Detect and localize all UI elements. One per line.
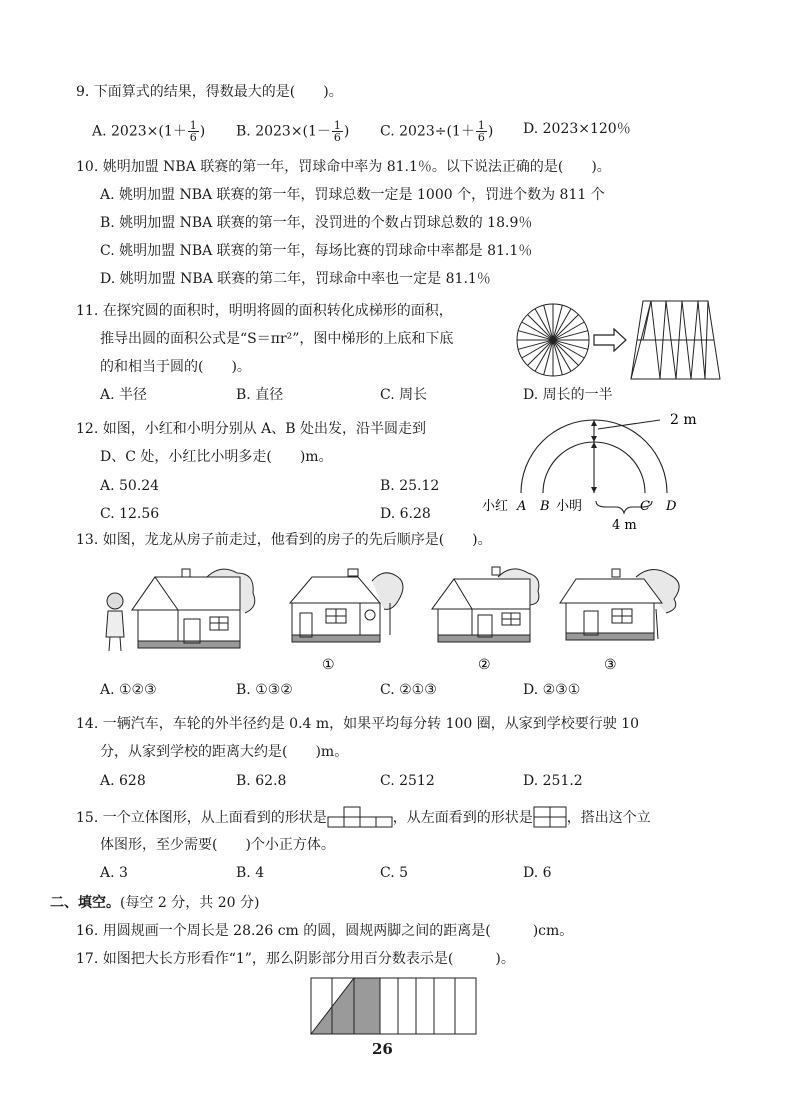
label-d: D [666, 499, 677, 514]
q12-option-a: A. 50.24 [100, 478, 160, 494]
q12-option-b: B. 25.12 [380, 478, 440, 494]
q16-stem: 16. 用圆规画一个周长是 28.26 cm 的圆，圆规两脚之间的距离是( )cm。 [76, 923, 574, 939]
q11-option-c: C. 周长 [380, 387, 428, 403]
q9-option-a: A. 2023×(1＋ $\frac{1}{6}$ ) [92, 119, 206, 144]
q14-option-a: A. 628 [100, 773, 146, 789]
shaded-region [311, 978, 380, 1034]
mark-1: ① [322, 657, 335, 673]
q9-option-c: C. 2023÷(1＋ $\frac{1}{6}$ ) [380, 119, 494, 144]
q15-option-b: B. 4 [236, 865, 265, 881]
q10-option-c: C. 姚明加盟 NBA 联赛的第一年，每场比赛的罚球命中率都是 81.1％ [100, 243, 533, 259]
q14-line1: 14. 一辆汽车，车轮的外半径约是 0.4 m，如果平均每分转 100 圈，从家到学校要行驶 10 [76, 716, 640, 732]
q13-option-b: B. ①③② [236, 682, 293, 698]
q13-option-a: A. ①②③ [100, 682, 157, 698]
q14-line2: 分，从家到学校的距离大约是( )m。 [100, 744, 349, 760]
q10-option-d: D. 姚明加盟 NBA 联赛的第二年，罚球命中率也一定是 81.1％ [100, 271, 491, 287]
label-xiaoming: 小明 [556, 499, 583, 514]
q12-option-c: C. 12.56 [100, 506, 160, 522]
q17-figure [310, 976, 480, 1036]
label-c: C [640, 499, 650, 514]
top-view-shape [327, 806, 393, 828]
q13-stem: 13. 如图，龙龙从房子前走过，他看到的房子的先后顺序是( )。 [76, 532, 492, 548]
q15-line2: 体图形，至少需要( )个小正方体。 [100, 837, 335, 853]
q11-line3: 的和相当于圆的( )。 [100, 359, 251, 375]
q12-figure [470, 405, 720, 535]
q13-option-c: C. ②①③ [380, 682, 437, 698]
boy-figure [106, 593, 124, 651]
left-view-shape [533, 806, 567, 828]
sector-circle [517, 304, 589, 376]
q10-stem: 10. 姚明加盟 NBA 联赛的第一年，罚球命中率为 81.1％。以下说法正确的是( )。 [76, 159, 611, 175]
q14-option-b: B. 62.8 [236, 773, 287, 789]
section-2-heading: 二、填空。(每空 2 分，共 20 分) [50, 895, 260, 911]
q13-figure [100, 555, 690, 675]
page-number: 26 [372, 1040, 393, 1058]
q11-option-a: A. 半径 [100, 387, 148, 403]
q12-line2: D、C 处，小红比小明多走( )m。 [100, 449, 333, 465]
q12-line1: 12. 如图，小红和小明分别从 A、B 处出发，沿半圆走到 [76, 421, 427, 437]
right-arrow-icon [594, 329, 626, 351]
house-original [132, 569, 255, 648]
q14-option-d: D. 251.2 [523, 773, 583, 789]
house-1 [290, 569, 403, 642]
q11-option-d: D. 周长的一半 [523, 387, 613, 403]
label-2m: 2 m [670, 412, 697, 428]
q11-line1: 11. 在探究圆的面积时，明明将圆的面积转化成梯形的面积， [76, 303, 453, 319]
mark-3: ③ [604, 657, 617, 673]
q11-option-b: B. 直径 [236, 387, 284, 403]
label-b: B [540, 499, 550, 514]
house-3 [560, 569, 679, 640]
q9-option-b: B. 2023×(1－ $\frac{1}{6}$ ) [236, 119, 350, 144]
q15-option-d: D. 6 [523, 865, 552, 881]
q9-stem: 9. 下面算式的结果，得数最大的是( )。 [76, 84, 343, 100]
q15-line1: 15. 一个立体图形，从上面看到的形状是 ，从左面看到的形状是 ，搭出这个立 [76, 806, 651, 828]
house-2 [432, 567, 539, 642]
q13-option-d: D. ②③① [523, 682, 581, 698]
label-a: A [517, 499, 527, 514]
trapezoid [631, 301, 720, 379]
q11-line2: 推导出圆的面积公式是“S＝πr²”，图中梯形的上底和下底 [100, 331, 454, 347]
q15-option-a: A. 3 [100, 865, 128, 881]
q9-option-d: D. 2023×120％ [523, 121, 631, 137]
q14-option-c: C. 2512 [380, 773, 435, 789]
q15-option-c: C. 5 [380, 865, 409, 881]
q11-figure [510, 295, 740, 385]
label-xiaohong: 小红 [482, 499, 509, 514]
q10-option-a: A. 姚明加盟 NBA 联赛的第一年，罚球总数一定是 1000 个，罚进个数为 811 个 [100, 187, 605, 203]
q17-stem: 17. 如图把大长方形看作“1”，那么阴影部分用百分数表示是( )。 [76, 951, 515, 967]
mark-2: ② [478, 657, 491, 673]
q10-option-b: B. 姚明加盟 NBA 联赛的第一年，没罚进的个数占罚球总数的 18.9％ [100, 215, 533, 231]
q12-option-d: D. 6.28 [380, 506, 431, 522]
label-4m: 4 m [612, 518, 637, 533]
